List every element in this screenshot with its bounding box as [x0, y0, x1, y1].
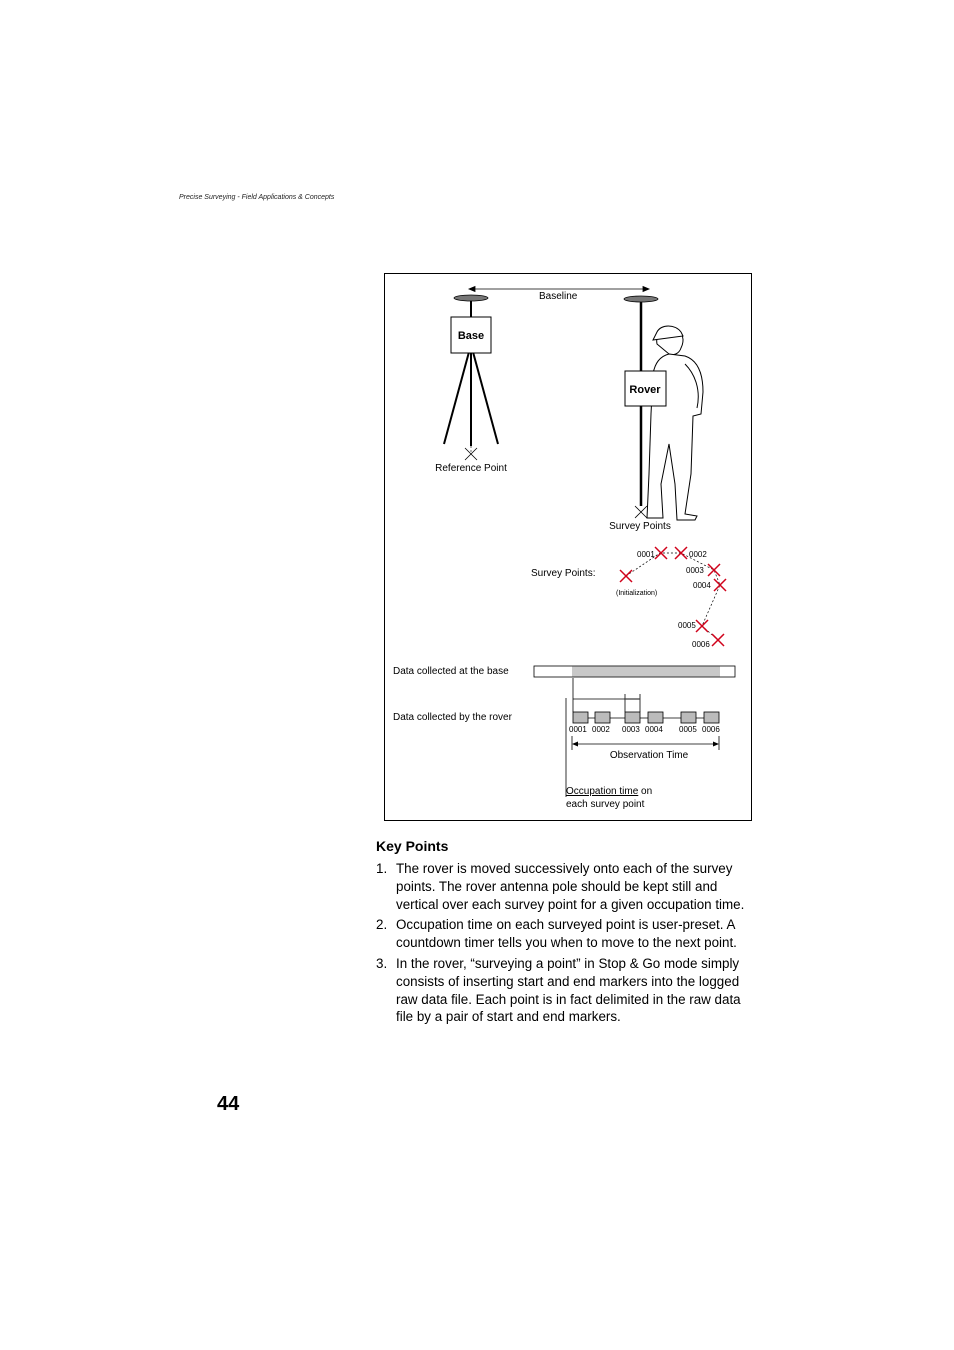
- initialization-label: (Initialization): [616, 590, 658, 597]
- page-number: 44: [217, 1093, 240, 1115]
- survey-points-map-label: Survey Points:: [531, 568, 596, 579]
- surveyor-figure: [645, 326, 703, 520]
- stop-and-go-figure: [384, 273, 752, 821]
- key-point-number: 2.: [376, 917, 388, 933]
- rover-timeline: [566, 678, 719, 797]
- occupation-time-underlined: Occupation time: [566, 786, 639, 797]
- map-point-0003: 0003: [686, 566, 704, 575]
- occupation-time-on: on: [638, 786, 653, 797]
- timeline-point-0006: 0006: [702, 725, 720, 734]
- map-point-0006: 0006: [692, 640, 710, 649]
- timeline-point-0001: 0001: [569, 725, 587, 734]
- key-point-text: Occupation time on each surveyed point is user-preset. A countdown timer tells you when to move to the next point.: [396, 917, 737, 951]
- reference-point-label: Reference Point: [435, 463, 507, 474]
- timeline-point-0002: 0002: [592, 725, 610, 734]
- occupation-time-line2: each survey point: [566, 799, 645, 810]
- map-point-0002: 0002: [689, 550, 707, 559]
- rover-label: Rover: [629, 384, 661, 396]
- key-point-item: [376, 916, 758, 952]
- map-point-0005: 0005: [678, 621, 696, 630]
- key-point-number: 1.: [376, 861, 388, 876]
- base-label: Base: [457, 330, 485, 342]
- key-point-item: [376, 860, 758, 913]
- key-point-text: In the rover, “surveying a point” in Stop & Go mode simply consists of inserting start and end markers into the logged raw data file. Each point is in fact delimited in the raw data file by a pair of start and end markers.: [396, 955, 741, 1025]
- occupation-time-line1: [566, 786, 652, 797]
- base-data-fill: [572, 667, 720, 677]
- key-point-text: The rover is moved successively onto each of the survey points. The rover antenna pole should be kept still and vertical over each survey point for a given occupation time.: [396, 861, 745, 912]
- baseline-label: Baseline: [539, 291, 578, 302]
- map-point-0004: 0004: [693, 581, 711, 590]
- timeline-point-0005: 0005: [679, 725, 697, 734]
- key-point-number: 3.: [376, 955, 388, 971]
- timeline-point-0003: 0003: [622, 725, 640, 734]
- key-points-list: [376, 860, 758, 1029]
- data-base-label: Data collected at the base: [393, 666, 509, 677]
- figure-drawing: [385, 274, 753, 822]
- observation-time-label: Observation Time: [609, 750, 689, 761]
- survey-points-label: Survey Points: [609, 521, 671, 532]
- running-header: Precise Surveying - Field Applications & Concepts: [179, 194, 335, 201]
- map-point-0001: 0001: [637, 550, 655, 559]
- key-points-title: Key Points: [376, 838, 449, 854]
- timeline-point-0004: 0004: [645, 725, 663, 734]
- key-point-item: [376, 955, 758, 1026]
- data-rover-label: Data collected by the rover: [393, 712, 512, 723]
